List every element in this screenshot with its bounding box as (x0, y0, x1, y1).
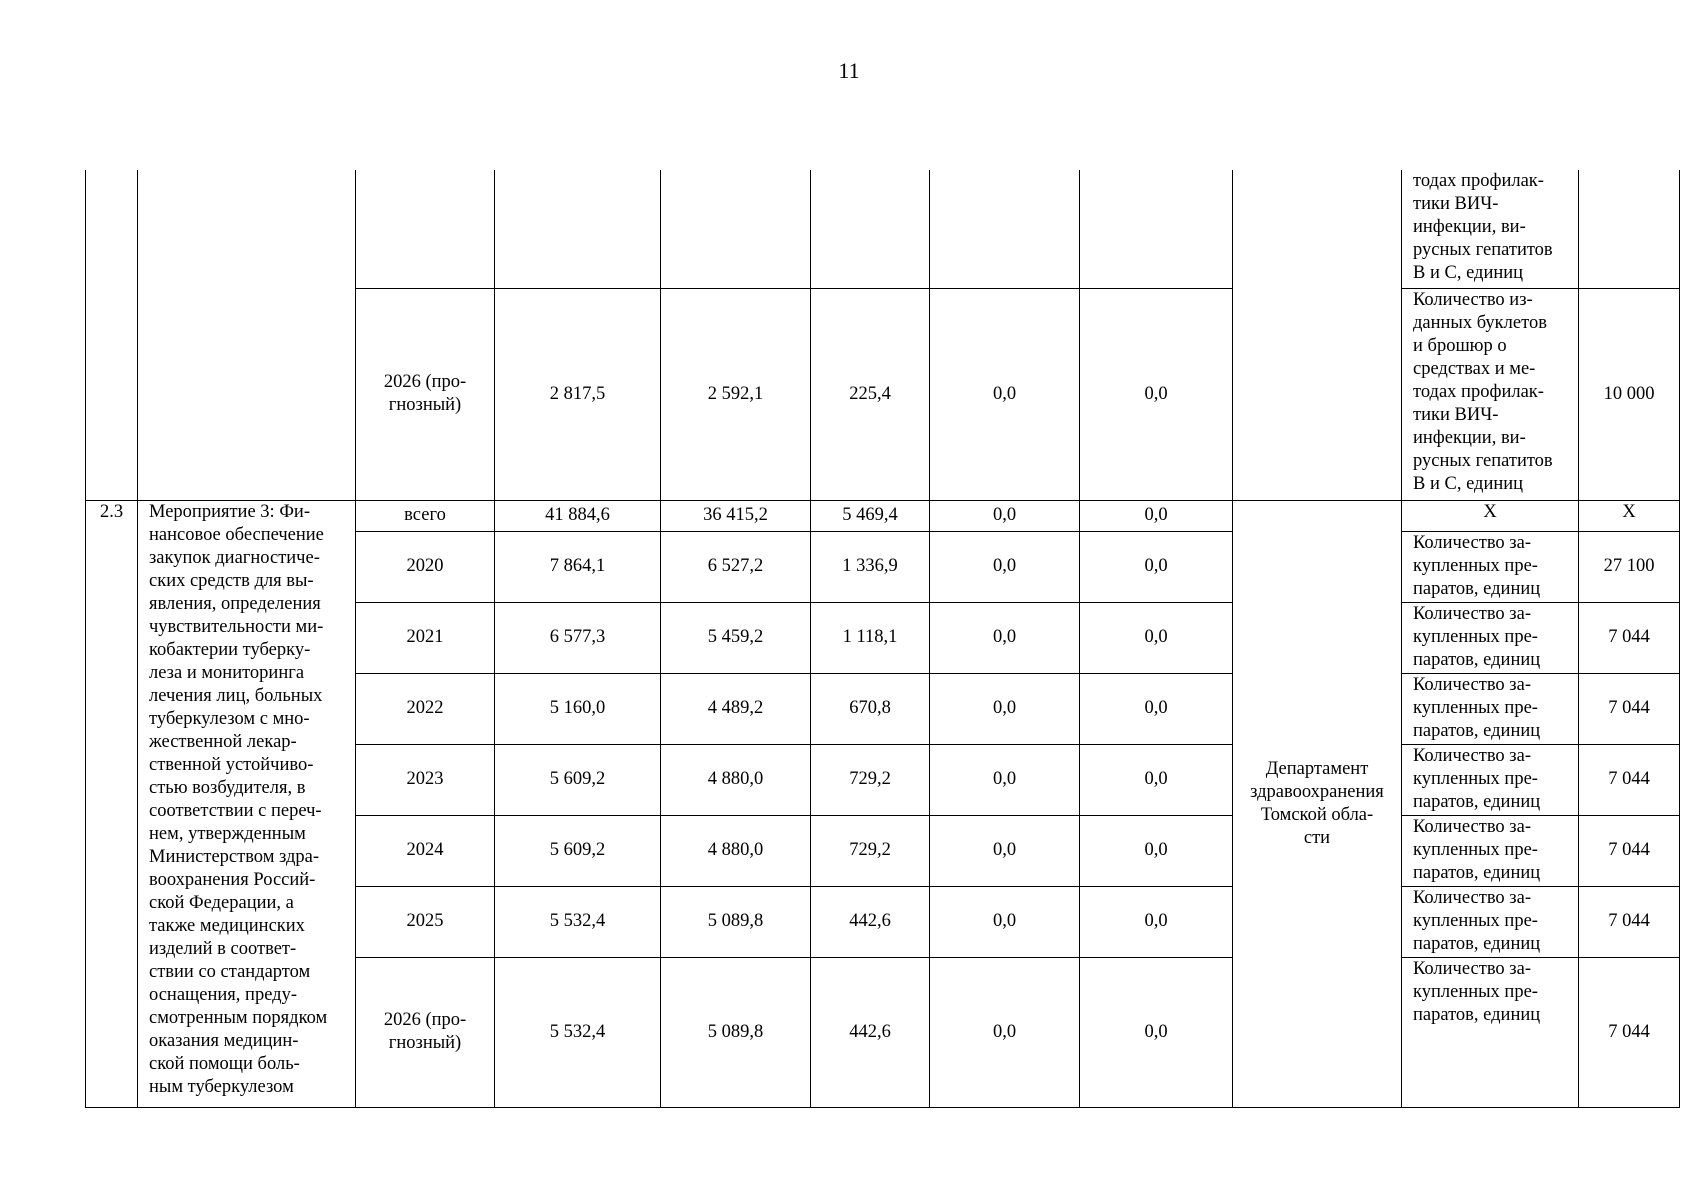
cell-local: 0,0 (930, 531, 1080, 602)
cell-federal: 6 527,2 (661, 531, 811, 602)
cell-indicator: Количество за- купленных пре- паратов, единиц (1402, 673, 1579, 744)
cell-regional: 670,8 (811, 673, 930, 744)
cell-other: 0,0 (1080, 673, 1233, 744)
cell-total: 7 864,1 (495, 531, 661, 602)
cell-local: 0,0 (930, 815, 1080, 886)
cell-other: 0,0 (1080, 886, 1233, 957)
cell-number: 2.3 (86, 500, 138, 1107)
cell-indicator: Количество за- купленных пре- паратов, единиц (1402, 886, 1579, 957)
program-table (85, 170, 1680, 1108)
cell-local: 0,0 (930, 957, 1080, 1107)
cell-regional: 1 336,9 (811, 531, 930, 602)
table-row (86, 170, 1680, 288)
cell-indicator: Количество за- купленных пре- паратов, единиц (1402, 957, 1579, 1107)
cell-value: 27 100 (1579, 531, 1680, 602)
cell-federal: 5 459,2 (661, 602, 811, 673)
cell-other: 0,0 (1080, 288, 1233, 500)
cell-value: 7 044 (1579, 886, 1680, 957)
cell-year: 2022 (356, 673, 495, 744)
cell-local: 0,0 (930, 500, 1080, 531)
cell-regional: 729,2 (811, 744, 930, 815)
cell-total: 5 532,4 (495, 957, 661, 1107)
cell-executor: Департамент здравоохранения Томской обла- сти (1233, 500, 1402, 1107)
cell-indicator: тодах профилак- тики ВИЧ- инфекции, ви- русных гепатитов В и С, единиц (1402, 170, 1579, 288)
cell-total: 5 532,4 (495, 886, 661, 957)
cell-regional: 729,2 (811, 815, 930, 886)
cell-year: 2024 (356, 815, 495, 886)
cell-year: 2026 (про- гнозный) (356, 957, 495, 1107)
cell-other: 0,0 (1080, 531, 1233, 602)
cell-regional: 442,6 (811, 886, 930, 957)
cell-year: 2020 (356, 531, 495, 602)
cell-year: 2023 (356, 744, 495, 815)
cell-regional: 225,4 (811, 288, 930, 500)
cell-local: 0,0 (930, 886, 1080, 957)
cell-other: 0,0 (1080, 957, 1233, 1107)
cell-federal: 5 089,8 (661, 886, 811, 957)
cell-indicator: Количество за- купленных пре- паратов, единиц (1402, 602, 1579, 673)
cell-indicator: Количество за- купленных пре- паратов, единиц (1402, 744, 1579, 815)
cell-regional: 5 469,4 (811, 500, 930, 531)
cell-indicator: Количество за- купленных пре- паратов, единиц (1402, 531, 1579, 602)
cell-other: 0,0 (1080, 602, 1233, 673)
cell-federal: 2 592,1 (661, 288, 811, 500)
cell-number (86, 170, 138, 500)
cell-value: 7 044 (1579, 957, 1680, 1107)
cell-value: 7 044 (1579, 673, 1680, 744)
cell-measure-name (138, 170, 356, 500)
cell-local: 0,0 (930, 288, 1080, 500)
cell-federal: 5 089,8 (661, 957, 811, 1107)
cell-other: 0,0 (1080, 500, 1233, 531)
cell-total: 6 577,3 (495, 602, 661, 673)
cell-total: 5 609,2 (495, 744, 661, 815)
cell-regional (811, 170, 930, 288)
cell-year: 2025 (356, 886, 495, 957)
cell-value: 7 044 (1579, 744, 1680, 815)
cell-value: 7 044 (1579, 602, 1680, 673)
cell-measure-name: Мероприятие 3: Фи- нансовое обеспечение закупок диагностиче- ских средств для вы- явления, определения чувствительности ми- кобактерии туберку- леза и мониторинга лечения лиц, больных туберкулезом с мно- жественной лекар- ственной устойчиво- стью возбудителя, в соответствии с переч- нем, утвержденным Министерством здра- воохранения Россий- ской Федерации, а также медицинских изделий в соответ- ствии со стандартом оснащения, преду- смотренным порядком оказания медицин- ской помощи боль- ным туберкулезом (138, 500, 356, 1107)
cell-value: 10 000 (1579, 288, 1680, 500)
cell-value (1579, 170, 1680, 288)
cell-total: 5 160,0 (495, 673, 661, 744)
cell-year: 2026 (про- гнозный) (356, 288, 495, 500)
cell-federal: 4 880,0 (661, 744, 811, 815)
cell-other: 0,0 (1080, 815, 1233, 886)
cell-other: 0,0 (1080, 744, 1233, 815)
cell-value: Х (1579, 500, 1680, 531)
page-number: 11 (838, 58, 860, 83)
cell-regional: 1 118,1 (811, 602, 930, 673)
cell-local: 0,0 (930, 673, 1080, 744)
cell-year: 2021 (356, 602, 495, 673)
cell-local (930, 170, 1080, 288)
cell-value: 7 044 (1579, 815, 1680, 886)
cell-executor (1233, 170, 1402, 500)
cell-indicator: Количество за- купленных пре- паратов, единиц (1402, 815, 1579, 886)
cell-local: 0,0 (930, 744, 1080, 815)
cell-year (356, 170, 495, 288)
cell-federal: 4 880,0 (661, 815, 811, 886)
cell-regional: 442,6 (811, 957, 930, 1107)
cell-total: 5 609,2 (495, 815, 661, 886)
cell-total (495, 170, 661, 288)
cell-year: всего (356, 500, 495, 531)
cell-total: 41 884,6 (495, 500, 661, 531)
cell-total: 2 817,5 (495, 288, 661, 500)
cell-other (1080, 170, 1233, 288)
cell-federal: 36 415,2 (661, 500, 811, 531)
cell-federal (661, 170, 811, 288)
cell-indicator: Количество из- данных буклетов и брошюр о средствах и ме- тодах профилак- тики ВИЧ- инфекции, ви- русных гепатитов В и С, единиц (1402, 288, 1579, 500)
table-row (86, 500, 1680, 531)
cell-indicator: Х (1402, 500, 1579, 531)
cell-federal: 4 489,2 (661, 673, 811, 744)
cell-local: 0,0 (930, 602, 1080, 673)
